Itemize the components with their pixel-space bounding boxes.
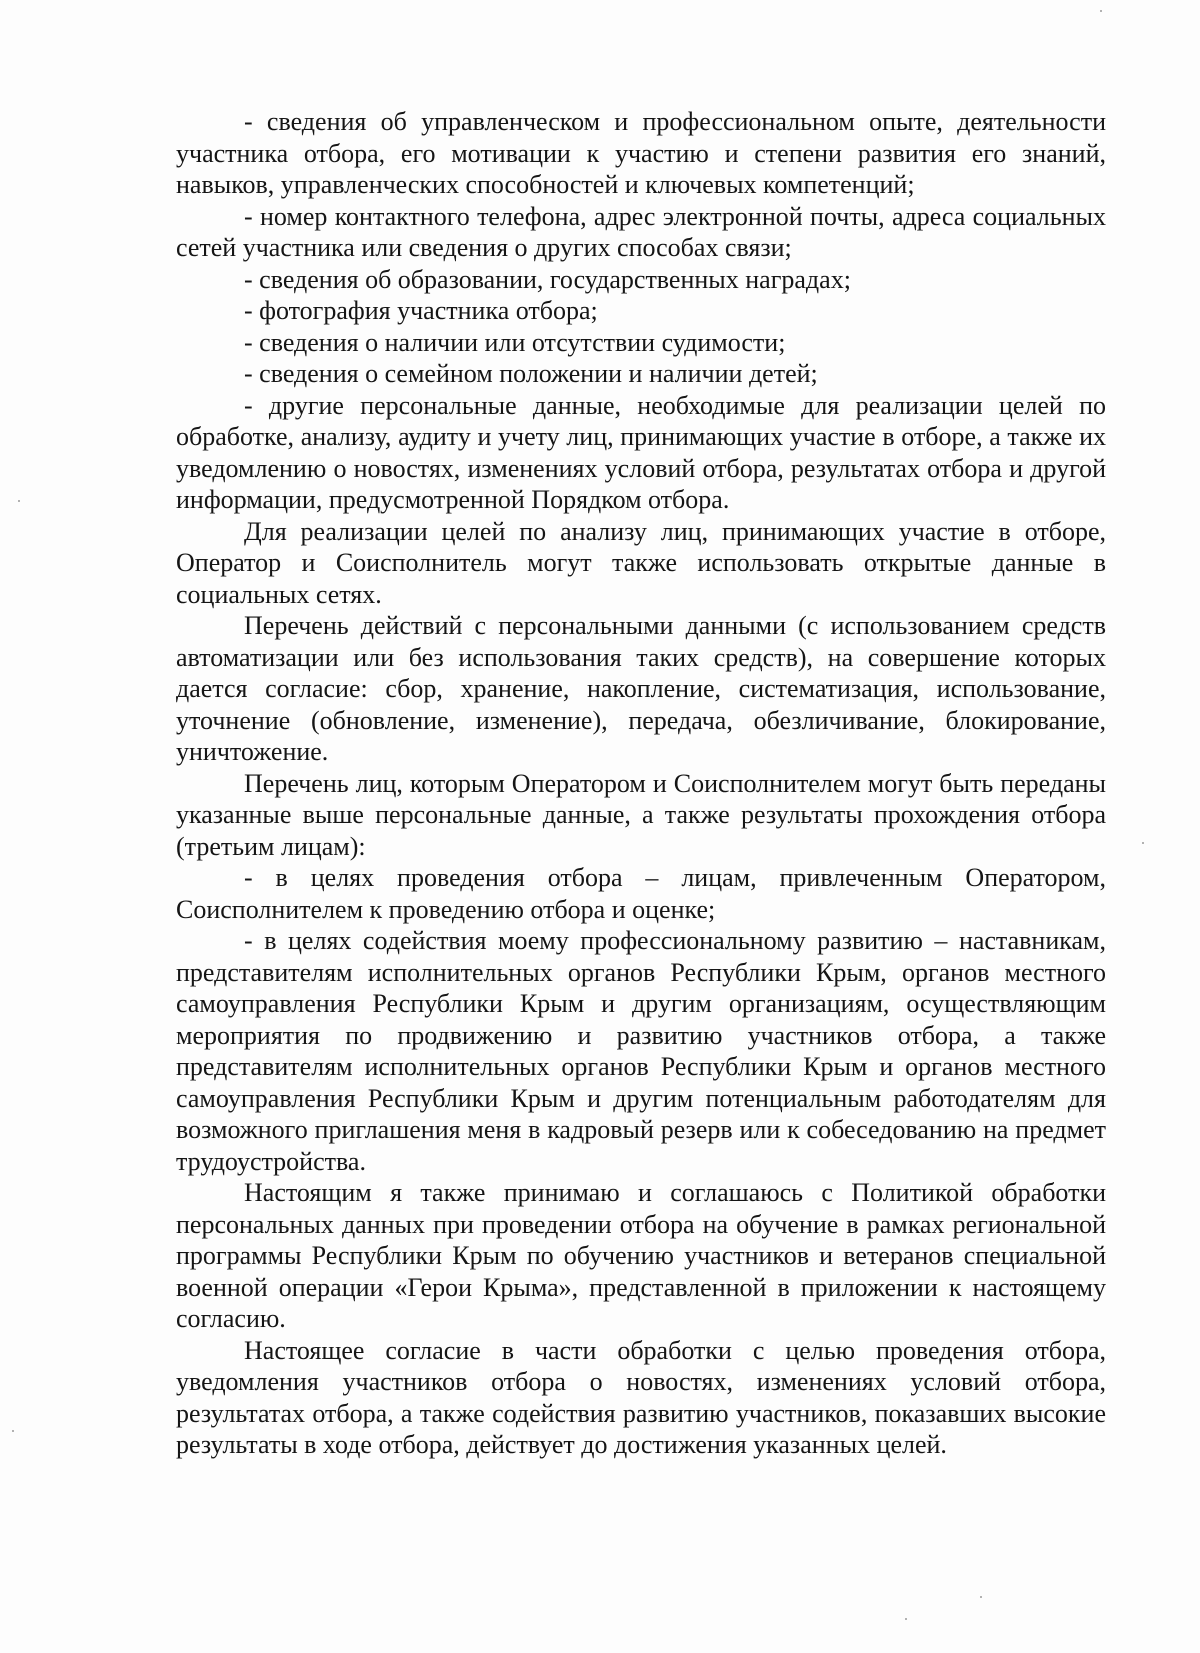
list-item-family: - сведения о семейном положении и наличии детей; [244,359,818,388]
list-item-development-purpose: - в целях содействия моему профессиональному развитию – наставникам, представителям исполнительных органов Республики Крым, органов местного самоуправления Республики Крым и другим организациям, осуществляющим мероприятия по продвижению и развитию участников отбора, а также представителям исполнительных органов Республики Крым и органов местного самоуправления Республики Крым и другим потенциальным работодателям для возможного приглашения меня в кадровый резерв или к собеседованию на предмет трудоустройства. [176,926,1106,1176]
document-body [176,106,1106,1461]
list-item-criminal-record: - сведения о наличии или отсутствии судимости; [244,327,786,357]
scan-speck [18,500,20,502]
scan-speck [980,1596,982,1598]
list-item-photo: - фотография участника отбора; [244,296,598,325]
paragraph-policy-acceptance: Настоящим я также принимаю и соглашаюсь с Политикой обработки персональных данных при проведении отбора на обучение в рамках региональной программы Республики Крым по обучению участников и ветеранов специальной военной операции «Герои Крыма», представленной в приложении к настоящему согласию. [176,1178,1106,1333]
scan-speck [12,1430,14,1432]
paragraph-actions-list: Перечень действий с персональными данными (с использованием средств автоматизации или без использования таких средств), на совершение которых дается согласие: сбор, хранение, накопление, систематизация, использование, уточнение (обновление, изменение), передача, обезличивание, блокирование, уничтожение. [176,611,1106,766]
paragraph-third-parties: Перечень лиц, которым Оператором и Соисполнителем могут быть переданы указанные выше персональные данные, а также результаты прохождения отбора (третьим лицам): [176,768,1106,861]
scan-speck [1142,842,1144,844]
scan-speck [1100,10,1102,12]
list-item-other-data: - другие персональные данные, необходимые для реализации целей по обработке, анализу, аудиту и учету лиц, принимающих участие в отборе, а также их уведомлению о новостях, изменениях условий отбора, результатах отбора и другой информации, предусмотренной Порядком отбора. [176,390,1106,514]
list-item-experience: - сведения об управленческом и профессиональном опыте, деятельности участника отбора, его мотивации к участию и степени развития его знаний, навыков, управленческих способностей и ключевых компетенций; [176,107,1106,199]
scan-speck [905,1618,907,1620]
list-item-selection-purpose: - в целях проведения отбора – лицам, привлеченным Оператором, Соисполнителем к проведению отбора и оценке; [176,863,1106,924]
paragraph-validity: Настоящее согласие в части обработки с целью проведения отбора, уведомления участников отбора о новостях, изменениях условий отбора, результатах отбора, а также содействия развитию участников, показавших высокие результаты в ходе отбора, действует до достижения указанных целей. [176,1335,1106,1459]
paragraph-open-data: Для реализации целей по анализу лиц, принимающих участие в отборе, Оператор и Соисполнитель могут также использовать открытые данные в социальных сетях. [176,516,1106,609]
list-item-education: - сведения об образовании, государственных наградах; [244,264,851,294]
list-item-contacts: - номер контактного телефона, адрес электронной почты, адреса социальных сетей участника или сведения о других способах связи; [176,201,1106,262]
